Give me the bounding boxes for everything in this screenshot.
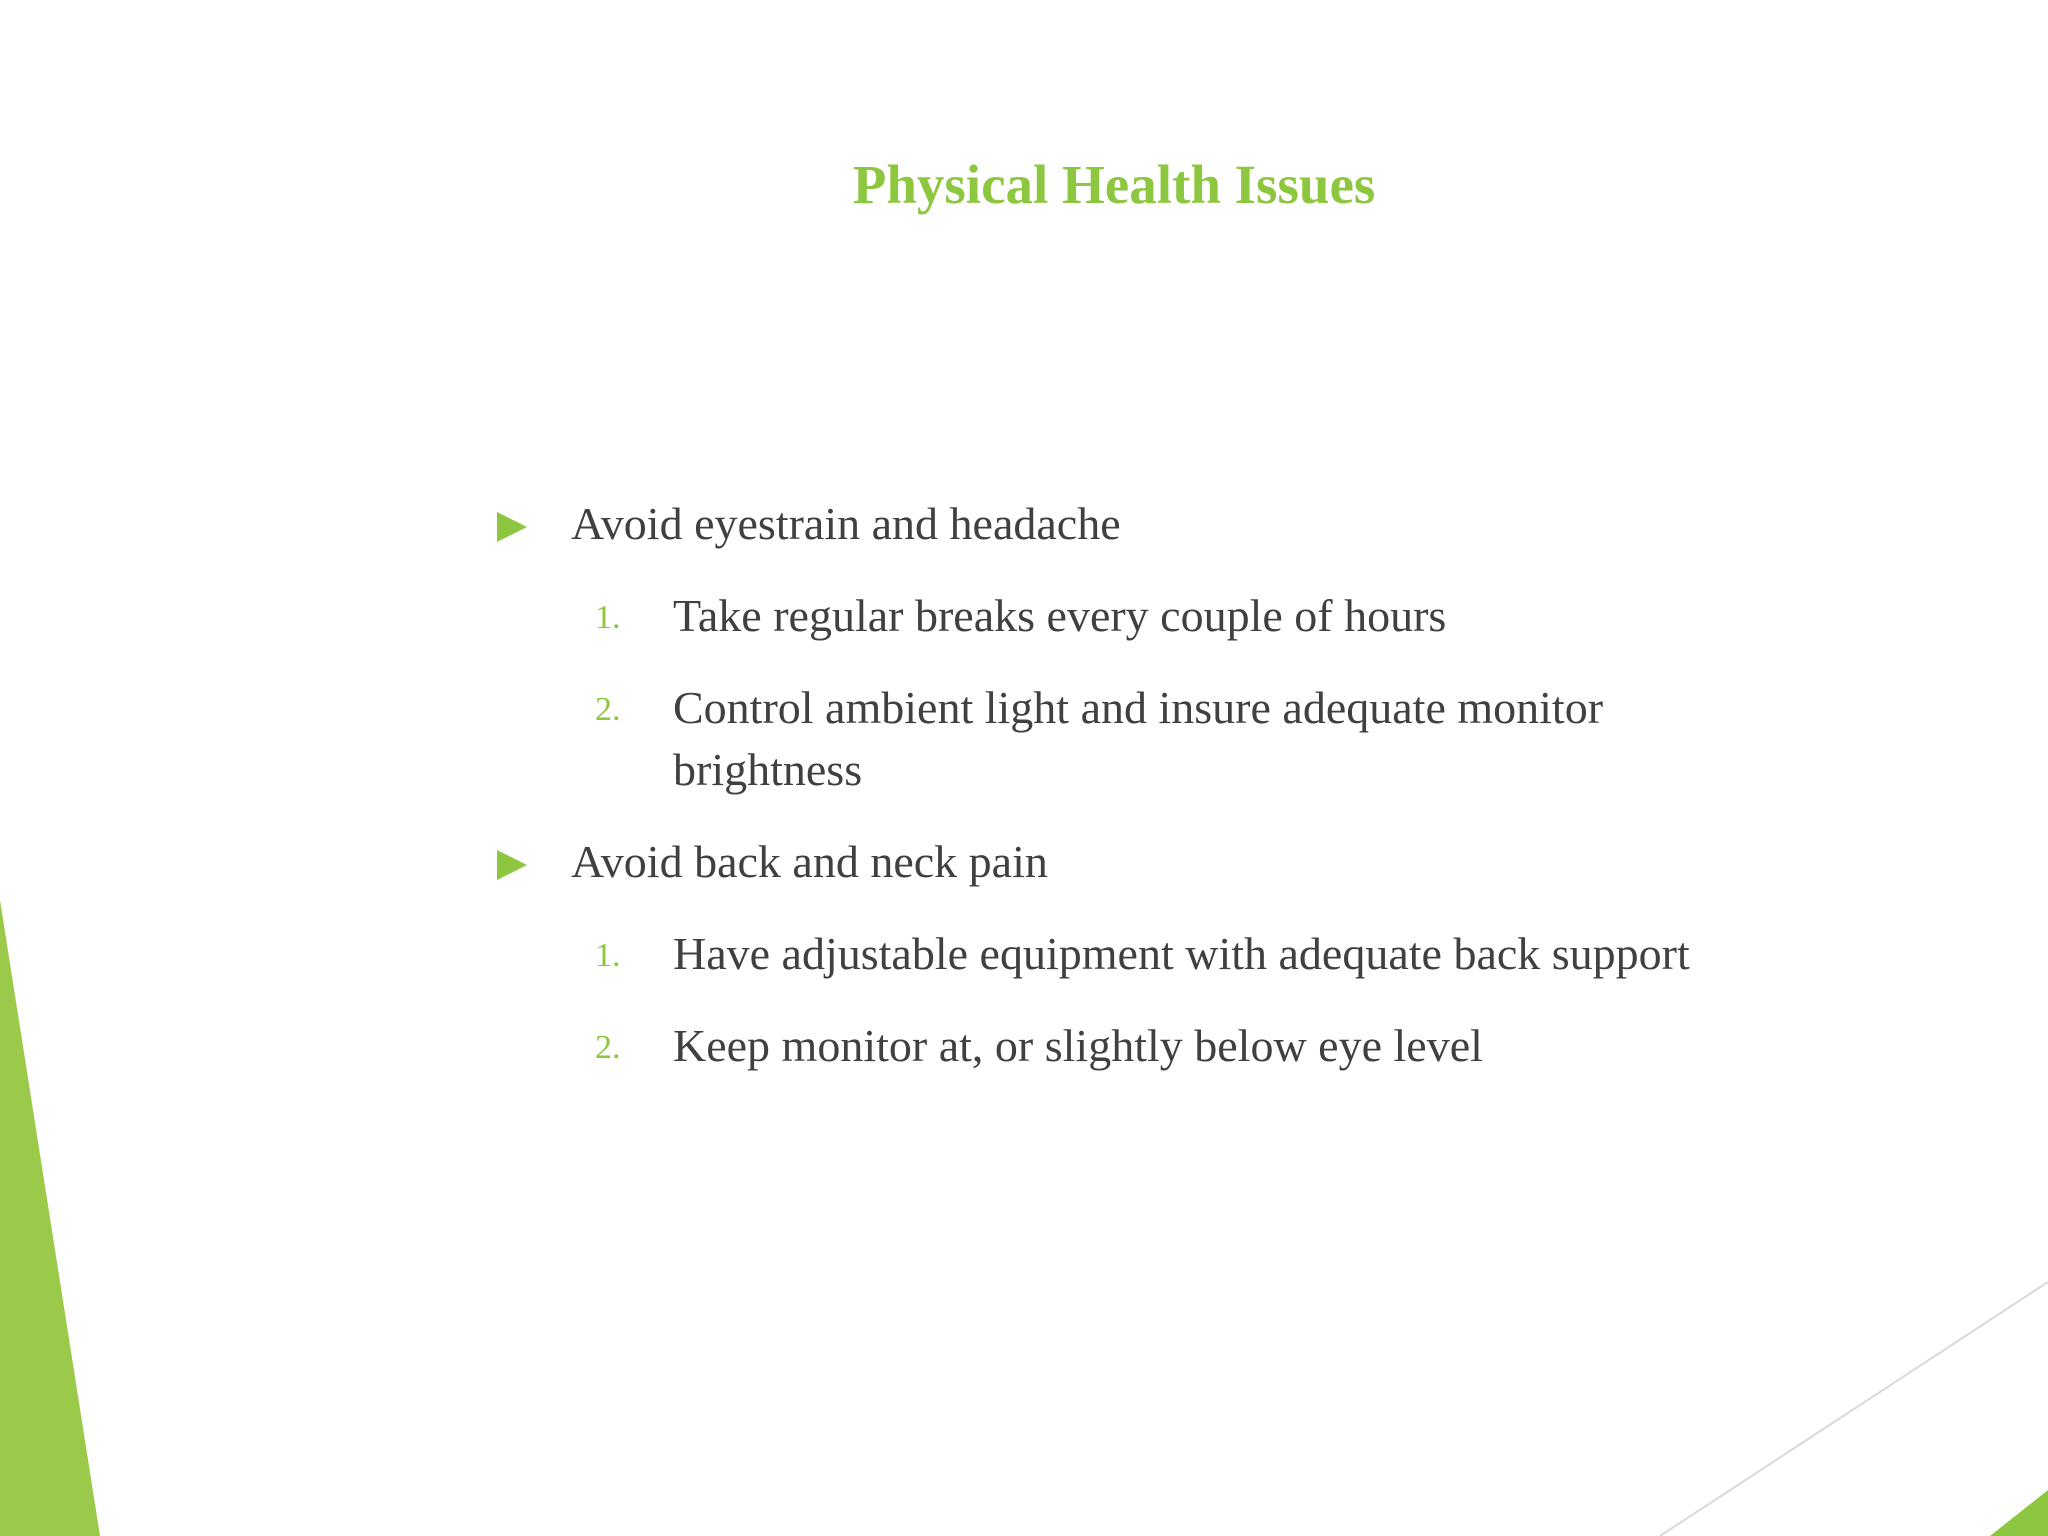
numbered-item bbox=[490, 585, 1760, 647]
bullet-text: Avoid back and neck pain bbox=[571, 836, 1048, 887]
left-green-wedge bbox=[0, 900, 100, 1536]
bullet-text: Avoid eyestrain and headache bbox=[571, 498, 1121, 549]
item-text: Keep monitor at, or slightly below eye level bbox=[673, 1020, 1483, 1071]
corner-diagonal-line bbox=[1660, 1282, 2048, 1536]
corner-green-triangle bbox=[1990, 1490, 2048, 1536]
item-number: 1. bbox=[595, 599, 621, 636]
arrow-right-icon bbox=[497, 850, 527, 880]
item-text: Take regular breaks every couple of hours bbox=[673, 590, 1447, 641]
bullet-list bbox=[490, 493, 1760, 1107]
item-text: Have adjustable equipment with adequate back support bbox=[673, 928, 1690, 979]
bullet-item-1 bbox=[490, 493, 1760, 555]
numbered-item bbox=[490, 677, 1760, 801]
arrow-right-icon bbox=[497, 512, 527, 542]
bullet-item-2 bbox=[490, 831, 1760, 893]
item-number: 1. bbox=[595, 937, 621, 974]
slide-title: Physical Health Issues bbox=[852, 154, 1376, 215]
item-number: 2. bbox=[595, 691, 621, 728]
numbered-item bbox=[490, 923, 1760, 985]
item-number: 2. bbox=[595, 1029, 621, 1066]
item-text: Control ambient light and insure adequate monitor brightness bbox=[673, 682, 1604, 795]
numbered-item bbox=[490, 1015, 1760, 1077]
